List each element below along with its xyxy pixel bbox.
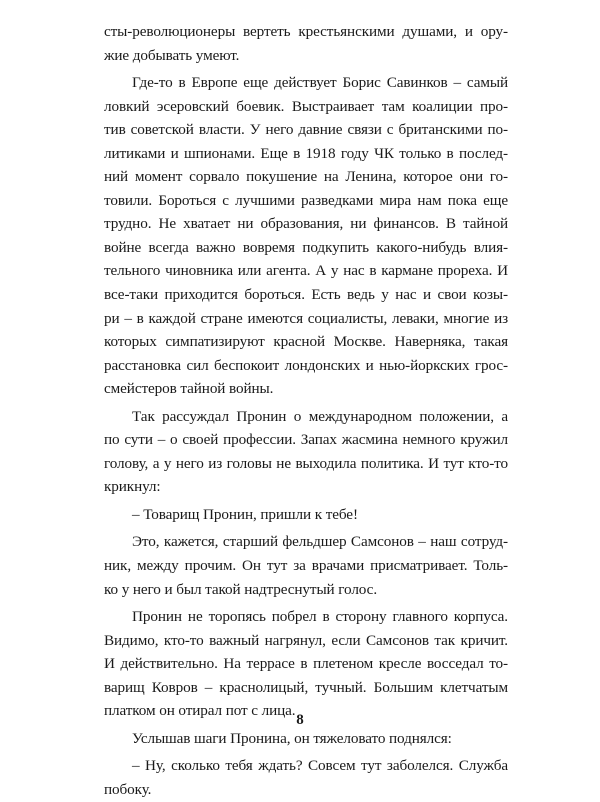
text-line: Так рассуждал Пронин о международном положении, а [132,407,508,425]
text-line: ник, между прочим. Он тут за врачами присматривает. Толь- [104,557,508,575]
text-line: ко у него и был такой надтреснутый голос. [104,580,378,598]
paragraph [104,530,508,601]
text-line: сты-революционеры вертеть крестьянскими душами, и ору- [104,23,508,40]
text-line: литиками и шпионами. Еще в 1918 году ЧК только в послед- [104,144,508,162]
paragraph [104,503,508,527]
text-line: товили. Бороться с лучшими разведками мира нам пока еще [104,191,508,209]
paragraph [104,405,508,499]
text-line: И действительно. На террасе в плетеном кресле восседал то- [104,655,508,673]
text-line: Где-то в Европе еще действует Борис Савинков – самый [132,74,508,92]
text-line: Услышав шаги Пронина, он тяжеловато поднялся: [132,729,452,747]
page-number: 8 [296,712,304,728]
text-line: – Товарищ Пронин, пришли к тебе! [132,505,358,523]
text-line: голову, а у него из головы не выходила политика. И тут кто-то [104,454,508,472]
text-line: побоку. [104,780,152,798]
text-line: расстановка сил беспокоит лондонских и нью-йоркских грос- [104,356,508,374]
text-line: трудно. Не хватает ни образования, ни финансов. В тайной [104,215,508,233]
paragraph [104,20,508,67]
text-line: жие добывать умеют. [104,46,240,64]
text-line: которых симпатизируют красной Москве. Наверняка, такая [104,333,508,351]
text-line: – Ну, сколько тебя ждать? Совсем тут заболелся. Служба [132,757,508,775]
text-line: Видимо, кто-то важный нагрянул, если Самсонов так кричит. [104,631,508,649]
text-line: крикнул: [104,478,161,496]
text-line: Пронин не торопясь побрел в сторону главного корпуса. [132,608,508,626]
text-line: варищ Ковров – краснолицый, тучный. Большим клетчатым [104,678,508,696]
text-line: войне всегда важно вовремя подкупить какого-нибудь влия- [104,238,508,256]
text-line: тельного чиновника или агента. А у нас в кармане прореха. И [104,262,508,280]
body-text [104,20,508,802]
text-line: все-таки приходится бороться. Есть ведь у нас и свои козы- [104,286,508,304]
text-line: ри – в каждой стране имеются социалисты, леваки, многие из [104,309,508,327]
text-line: ловкий эсеровский боевик. Выстраивает там коалиции про- [104,97,508,115]
text-line: Это, кажется, старший фельдшер Самсонов – наш сотруд- [132,533,508,551]
text-line: по сути – о своей профессии. Запах жасмина немного кружил [104,431,508,449]
text-line: смейстеров тайной войны. [104,380,274,398]
text-line: ний момент сорвало покушение на Ленина, которое они го- [104,168,508,186]
text-line: тив советской власти. У него давние связи с британскими по- [104,121,508,139]
paragraph [104,71,508,401]
paragraph [104,727,508,751]
paragraph [104,754,508,801]
text-line: платком он отирал пот с лица. [104,702,296,720]
paragraph [104,605,508,723]
